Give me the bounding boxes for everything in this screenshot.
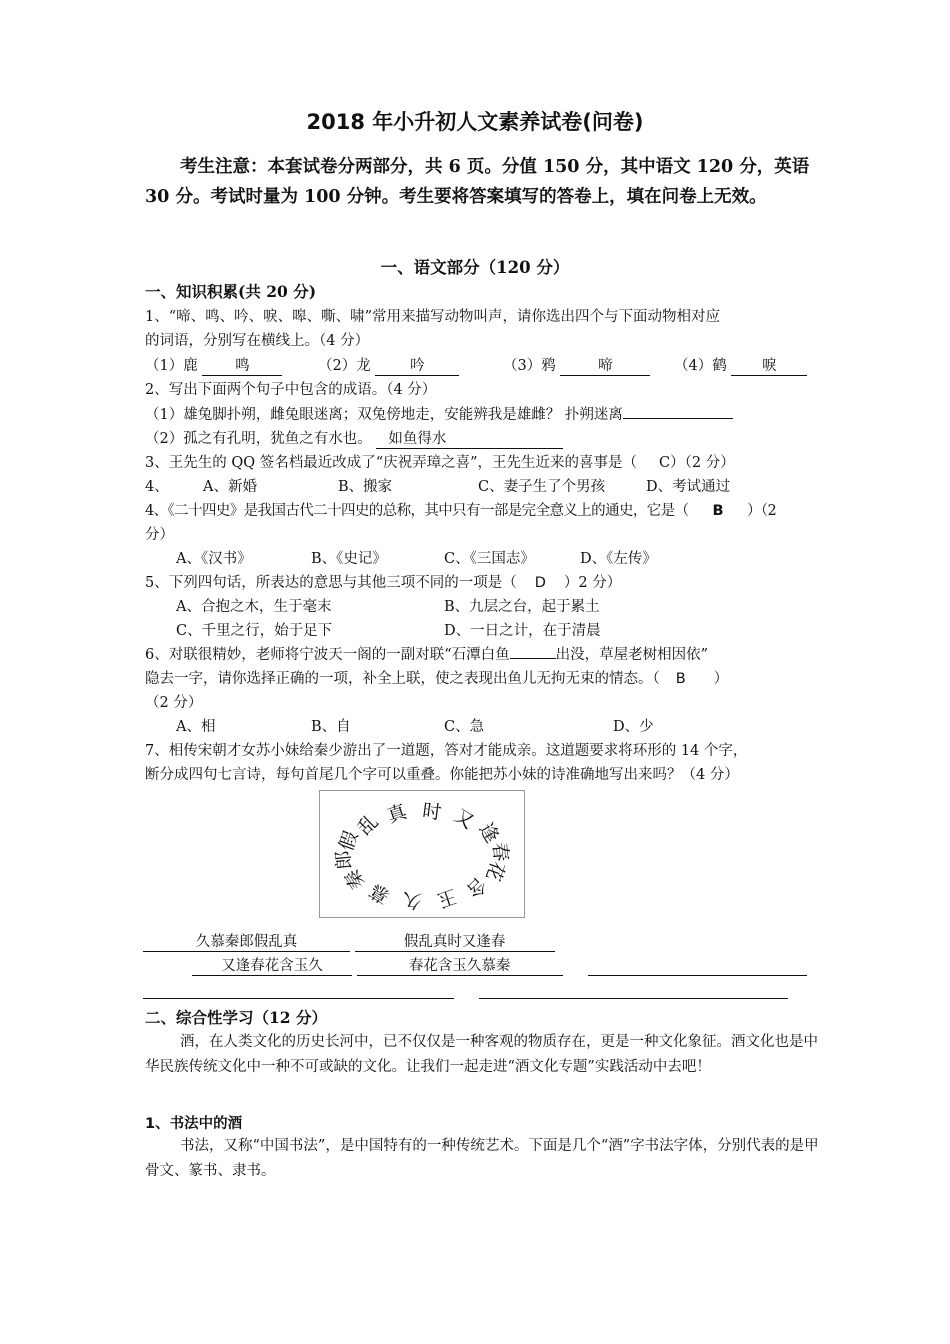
q7-blank-line-2	[143, 998, 454, 999]
q1-item-d-label: （4）鹤	[674, 358, 727, 374]
q4-option-c: C、《三国志》	[444, 551, 535, 567]
q1-item-d	[674, 354, 807, 376]
q6-stem-line3: （2 分）	[145, 695, 203, 711]
subsection-calligraphy-text: 书法，又称“中国书法”，是中国特有的一种传统艺术。下面是几个“酒”字书法字体，分别代表的是甲骨文、篆书、隶书。	[145, 1138, 819, 1179]
q4-stem-tail2: 分）	[145, 527, 174, 543]
q7-answer-1: 久慕秦郎假乱真	[143, 934, 350, 952]
q2-sentence-2-answer: 如鱼得水	[376, 431, 563, 449]
part-one-heading: 一、语文部分（120 分）	[380, 258, 570, 277]
q4-option-d: D、《左传》	[580, 551, 657, 567]
q4-answer: B	[712, 503, 723, 519]
q7-blank-line-3	[479, 998, 788, 999]
q3-option-prefix: 4、	[145, 479, 169, 495]
q6-stem-line1a: 6、对联很精妙，老师将宁波天一阁的一副对联“石潭白鱼	[145, 647, 510, 663]
ring-char: 花	[481, 858, 509, 884]
q3-option-c: C、妻子生了个男孩	[478, 479, 606, 495]
section-two-intro: 酒，在人类文化的历史长河中，已不仅仅是一种客观的物质存在，更是一种文化象征。酒文化也是中华民族传统文化中一种不可或缺的文化。让我们一起走进“酒文化专题”实践活动中去吧！	[145, 1034, 818, 1075]
q7-answer-row2	[192, 958, 563, 976]
q7-answer-row1	[143, 934, 555, 952]
q3-option-a: A、新婚	[203, 479, 257, 495]
exam-notice: 考生注意：本套试卷分两部分，共 6 页。分值 150 分，其中语文 120 分，英语 30 分。考试时量为 100 分钟。考生要将答案填写的答卷上，填在问卷上无效。	[145, 157, 810, 207]
ring-char: 秦	[341, 865, 370, 893]
q6-option-d: D、少	[613, 719, 654, 735]
q1-item-a-label: （1）鹿	[145, 358, 198, 374]
q1-item-a	[145, 354, 282, 376]
q6-option-b: B、自	[311, 719, 351, 735]
q6-stem-line1	[145, 643, 708, 664]
ring-char: 玉	[434, 884, 460, 912]
q1-item-c	[503, 354, 650, 376]
q4-option-a: A、《汉书》	[176, 551, 252, 567]
q5-stem-text: 5、下列四句话，所表达的意思与其他三项不同的一项是（	[145, 575, 517, 591]
ring-char: 含	[461, 872, 491, 902]
q6-stem-tail: ）	[713, 671, 729, 687]
q7-blank-line-1	[588, 975, 807, 976]
section-one-heading: 一、知识积累(共 20 分)	[145, 282, 317, 301]
q7-answer-3: 又逢春花含玉久	[192, 958, 352, 976]
q6-answer: B	[675, 671, 686, 687]
ring-char: 久	[401, 887, 424, 912]
q2-sentence-2	[145, 427, 563, 449]
q5-stem-tail: ）2 分）	[563, 575, 622, 591]
q2-sentence-1-text: （1）雄兔脚扑朔，雌兔眼迷离；双兔傍地走，安能辨我是雄雌？	[145, 407, 561, 423]
q1-item-b-answer: 吟	[375, 358, 459, 376]
ring-char: 假	[335, 828, 363, 854]
q6-stem-line1b: 出没，草屋老树相因依”	[555, 647, 709, 663]
q3-option-d: D、考试通过	[646, 479, 731, 495]
q2-stem: 2、写出下面两个句子中包含的成语。（4 分）	[145, 382, 437, 398]
ring-char: 真	[384, 800, 410, 828]
q2-sentence-1-answer: 扑朔迷离	[564, 407, 623, 423]
q3-option-b: B、搬家	[338, 479, 393, 495]
subsection-calligraphy-heading: 1、书法中的酒	[145, 1116, 243, 1132]
q5-option-b: B、九层之台，起于累土	[444, 599, 600, 615]
q5-option-a: A、合抱之木，生于毫末	[176, 599, 332, 615]
q3-stem-tail: ）（2 分）	[670, 455, 735, 471]
q6-blank	[510, 658, 556, 659]
ring-char: 逢	[474, 819, 503, 847]
page-title: 2018 年小升初人文素养试卷(问卷)	[306, 110, 644, 134]
ring-char: 又	[450, 804, 479, 834]
ring-poem-figure	[319, 790, 525, 918]
ring-char: 乱	[353, 809, 383, 840]
q1-stem-line2: 的词语，分别写在横线上。（4 分）	[145, 333, 370, 349]
q6-stem-line2	[145, 667, 728, 688]
q1-item-b-label: （2）龙	[318, 358, 371, 374]
q5-option-c: C、千里之行，始于足下	[176, 623, 333, 639]
q7-answer-4: 春花含玉久慕秦	[357, 958, 563, 976]
q3-stem-text: 3、王先生的 QQ 签名档最近改成了“庆祝弄璋之喜”，王先生近来的喜事是（	[145, 455, 638, 471]
ring-char: 春	[487, 841, 512, 863]
q2-sentence-2-text: （2）孤之有孔明，犹鱼之有水也。	[145, 431, 372, 447]
q1-item-d-answer: 唳	[731, 358, 807, 376]
q3-stem	[145, 451, 735, 472]
q3-answer: C	[659, 455, 671, 471]
q7-stem-line2: 断分成四句七言诗，每句首尾几个字可以重叠。你能把苏小妹的诗准确地写出来吗？（4 分）	[145, 767, 739, 783]
ring-char: 时	[420, 800, 443, 825]
q6-stem-line2-text: 隐去一字，请你选择正确的一项，补全上联，使之表现出鱼儿无拘无束的情态。（	[145, 671, 660, 687]
ring-char: 郎	[332, 849, 357, 871]
q4-stem-tail: ）（2	[746, 503, 777, 519]
section-two-heading: 二、综合性学习（12 分）	[145, 1008, 327, 1027]
q4-stem-text: 4、《二十四史》是我国古代二十四史的总称，其中只有一部是完全意义上的通史，它是（	[145, 503, 689, 519]
q7-answer-2: 假乱真时又逢春	[355, 934, 555, 952]
q1-item-b	[318, 354, 459, 376]
q1-stem-line1: 1、“啼、鸣、吟、唳、嗥、嘶、啸”常用来描写动物叫声，请你选出四个与下面动物相对应	[145, 309, 721, 325]
q2-sentence-1-blank	[623, 418, 733, 419]
q7-stem-line1: 7、相传宋朝才女苏小妹给秦少游出了一道题，答对才能成亲。这道题要求将环形的 14 个字，	[145, 743, 748, 759]
q6-option-a: A、相	[176, 719, 216, 735]
q4-option-b: B、《史记》	[311, 551, 387, 567]
q2-sentence-1	[145, 403, 733, 424]
q1-item-a-answer: 鸣	[202, 358, 282, 376]
q6-option-c: C、急	[444, 719, 485, 735]
q5-stem	[145, 571, 621, 592]
ring-char: 慕	[365, 878, 394, 908]
q4-stem	[145, 499, 776, 520]
q5-option-d: D、一日之计，在于清晨	[444, 623, 601, 639]
q5-answer: D	[534, 575, 546, 591]
q1-item-c-answer: 啼	[560, 358, 650, 376]
q1-item-c-label: （3）鸦	[503, 358, 556, 374]
